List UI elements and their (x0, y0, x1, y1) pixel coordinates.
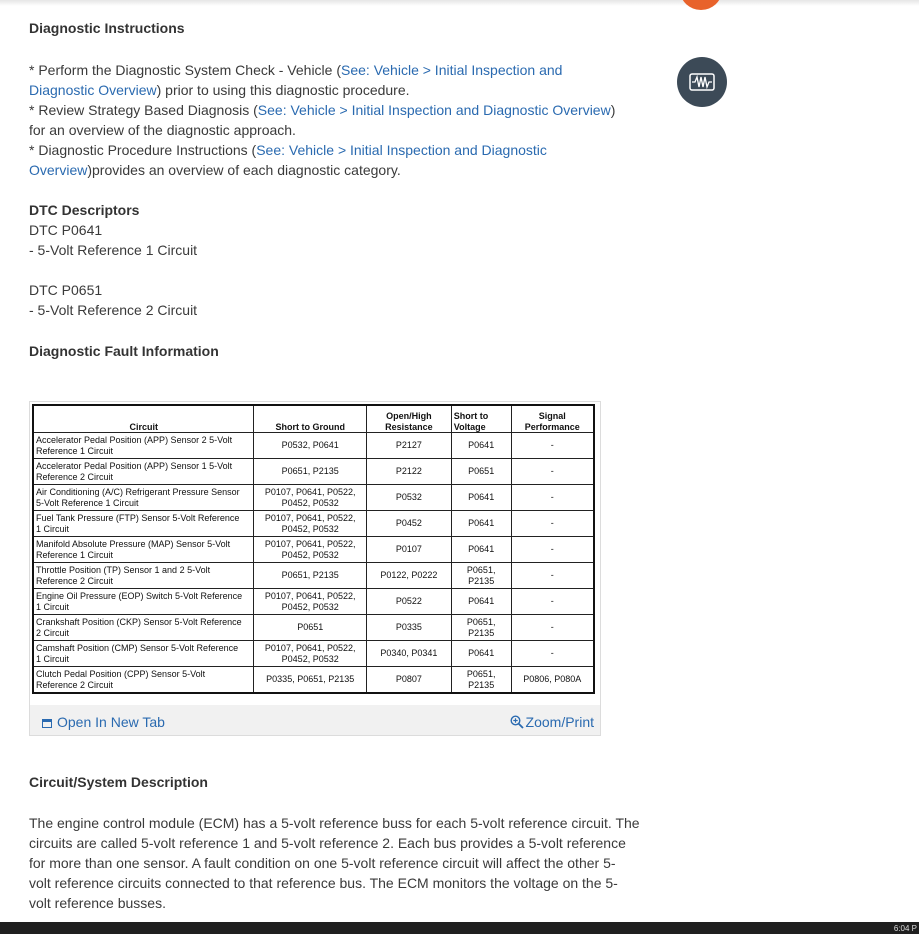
table-cell: - (511, 485, 594, 511)
table-cell: P0651, P2135 (451, 615, 511, 641)
table-cell: P0651 (254, 615, 367, 641)
bullet-3-suffix: )provides an overview of each diagnostic category. (87, 162, 401, 178)
table-cell: P0532, P0641 (254, 433, 367, 459)
table-cell: P0641 (451, 589, 511, 615)
table-cell: P0522 (366, 589, 451, 615)
circuit-desc-line-1: The engine control module (ECM) has a 5-volt reference buss for each 5-volt reference circuit. The (29, 815, 640, 831)
circuit-desc-line-5: volt reference busses. (29, 895, 166, 911)
table-cell: P0651, P2135 (254, 459, 367, 485)
bullet-1-suffix: ) prior to using this diagnostic procedure. (156, 82, 410, 98)
bullet-1-prefix: * Perform the Diagnostic System Check - Vehicle ( (29, 62, 342, 78)
table-row (33, 563, 594, 589)
table-header-row (33, 405, 594, 433)
table-cell: - (511, 589, 594, 615)
table-cell: P0806, P080A (511, 667, 594, 694)
link-initial-inspection-3a[interactable]: See: Vehicle > Initial Inspection and Diagnostic (256, 142, 547, 158)
table-cell: P0107, P0641, P0522, P0452, P0532 (254, 537, 367, 563)
bullet-2-line-2: for an overview of the diagnostic approach. (29, 122, 296, 138)
header-signal-performance: Signal Performance (511, 405, 594, 433)
table-cell: P2122 (366, 459, 451, 485)
waveform-icon-graphic (677, 57, 727, 107)
table-cell: P0651, P2135 (451, 667, 511, 694)
table-row (33, 511, 594, 537)
open-new-tab-icon (42, 719, 52, 728)
table-cell: P0335 (366, 615, 451, 641)
table-cell: - (511, 459, 594, 485)
table-row (33, 641, 594, 667)
table-cell: Fuel Tank Pressure (FTP) Sensor 5-Volt Reference 1 Circuit (33, 511, 254, 537)
waveform-icon (677, 57, 727, 107)
link-initial-inspection-2[interactable]: See: Vehicle > Initial Inspection and Diagnostic Overview (257, 102, 611, 118)
table-row (33, 537, 594, 563)
table-cell: Manifold Absolute Pressure (MAP) Sensor 5-Volt Reference 1 Circuit (33, 537, 254, 563)
table-cell: - (511, 615, 594, 641)
table-cell: Camshaft Position (CMP) Sensor 5-Volt Reference 1 Circuit (33, 641, 254, 667)
open-in-new-tab-button[interactable] (42, 714, 165, 730)
table-cell: P0107, P0641, P0522, P0452, P0532 (254, 589, 367, 615)
table-cell: Clutch Pedal Position (CPP) Sensor 5-Volt Reference 2 Circuit (33, 667, 254, 694)
table-cell: P0807 (366, 667, 451, 694)
circuit-desc-line-2: circuits are called 5-volt reference 1 and 5-volt reference 2. Each bus provides a 5-volt reference (29, 835, 626, 851)
open-in-new-tab-label: Open In New Tab (57, 714, 165, 730)
table-row (33, 459, 594, 485)
link-initial-inspection-1b[interactable]: Diagnostic Overview (29, 82, 157, 98)
table-cell: - (511, 563, 594, 589)
table-row (33, 433, 594, 459)
table-row (33, 667, 594, 694)
table-footer (30, 705, 600, 735)
table-cell: P0107, P0641, P0522, P0452, P0532 (254, 485, 367, 511)
table-cell: - (511, 511, 594, 537)
table-cell: Engine Oil Pressure (EOP) Switch 5-Volt Reference 1 Circuit (33, 589, 254, 615)
header-short-to-voltage: Short to Voltage (451, 405, 511, 433)
table-cell: P0641 (451, 485, 511, 511)
zoom-print-button[interactable] (510, 714, 594, 730)
table-cell: P0651 (451, 459, 511, 485)
fault-table-container (29, 401, 601, 736)
table-cell: - (511, 433, 594, 459)
zoom-in-icon (510, 715, 524, 729)
bullet-2-line-1 (29, 100, 615, 120)
dtc-descriptors-heading: DTC Descriptors (29, 202, 140, 218)
header-open-high-resistance: Open/High Resistance (366, 405, 451, 433)
table-cell: P0641 (451, 511, 511, 537)
table-cell: P0641 (451, 537, 511, 563)
link-initial-inspection-1a[interactable]: See: Vehicle > Initial Inspection and (341, 62, 563, 78)
table-cell: P0651, P2135 (254, 563, 367, 589)
bullet-1-line-1 (29, 60, 562, 80)
dtc-p0651: DTC P0651 (29, 282, 103, 298)
bullet-1-line-2 (29, 80, 410, 100)
header-short-to-ground: Short to Ground (254, 405, 367, 433)
circuit-desc-line-3: for more than one sensor. A fault condition on one 5-volt reference circuit will affect the other 5- (29, 855, 616, 871)
table-cell: Air Conditioning (A/C) Refrigerant Pressure Sensor 5-Volt Reference 1 Circuit (33, 485, 254, 511)
header-circuit: Circuit (33, 405, 254, 433)
dtc-p0641-desc: - 5-Volt Reference 1 Circuit (29, 242, 198, 258)
taskbar-clock: 6:04 P (893, 924, 917, 933)
table-cell: P0122, P0222 (366, 563, 451, 589)
table-cell: Accelerator Pedal Position (APP) Sensor 2 5-Volt Reference 1 Circuit (33, 433, 254, 459)
circuit-desc-line-4: volt reference circuits connected to that reference bus. The ECM monitors the voltage on the 5- (29, 875, 618, 891)
diagnostic-instructions-heading: Diagnostic Instructions (29, 20, 185, 36)
table-cell: Crankshaft Position (CKP) Sensor 5-Volt Reference 2 Circuit (33, 615, 254, 641)
dtc-p0651-desc: - 5-Volt Reference 2 Circuit (29, 302, 198, 318)
table-cell: Throttle Position (TP) Sensor 1 and 2 5-Volt Reference 2 Circuit (33, 563, 254, 589)
bullet-2-prefix: * Review Strategy Based Diagnosis ( (29, 102, 258, 118)
table-row (33, 589, 594, 615)
table-cell: P2127 (366, 433, 451, 459)
link-initial-inspection-3b[interactable]: Overview (29, 162, 88, 178)
table-cell: P0641 (451, 641, 511, 667)
zoom-print-label: Zoom/Print (525, 714, 594, 730)
table-cell: - (511, 537, 594, 563)
table-cell: - (511, 641, 594, 667)
bullet-2-suffix: ) (610, 102, 616, 118)
fault-info-heading: Diagnostic Fault Information (29, 343, 219, 359)
table-row (33, 485, 594, 511)
table-cell: P0335, P0651, P2135 (254, 667, 367, 694)
table-cell: P0651, P2135 (451, 563, 511, 589)
table-cell: P0532 (366, 485, 451, 511)
dtc-p0641: DTC P0641 (29, 222, 103, 238)
table-cell: P0107 (366, 537, 451, 563)
table-cell: P0340, P0341 (366, 641, 451, 667)
table-cell: P0107, P0641, P0522, P0452, P0532 (254, 641, 367, 667)
fault-table (32, 404, 595, 694)
bullet-3-line-1 (29, 140, 547, 160)
bullet-3-prefix: * Diagnostic Procedure Instructions ( (29, 142, 257, 158)
table-cell: Accelerator Pedal Position (APP) Sensor 1 5-Volt Reference 2 Circuit (33, 459, 254, 485)
table-cell: P0107, P0641, P0522, P0452, P0532 (254, 511, 367, 537)
circuit-system-heading: Circuit/System Description (29, 774, 208, 790)
taskbar (0, 922, 919, 934)
bullet-3-line-2 (29, 160, 401, 180)
table-row (33, 615, 594, 641)
table-cell: P0641 (451, 433, 511, 459)
table-cell: P0452 (366, 511, 451, 537)
top-shadow (0, 0, 919, 6)
